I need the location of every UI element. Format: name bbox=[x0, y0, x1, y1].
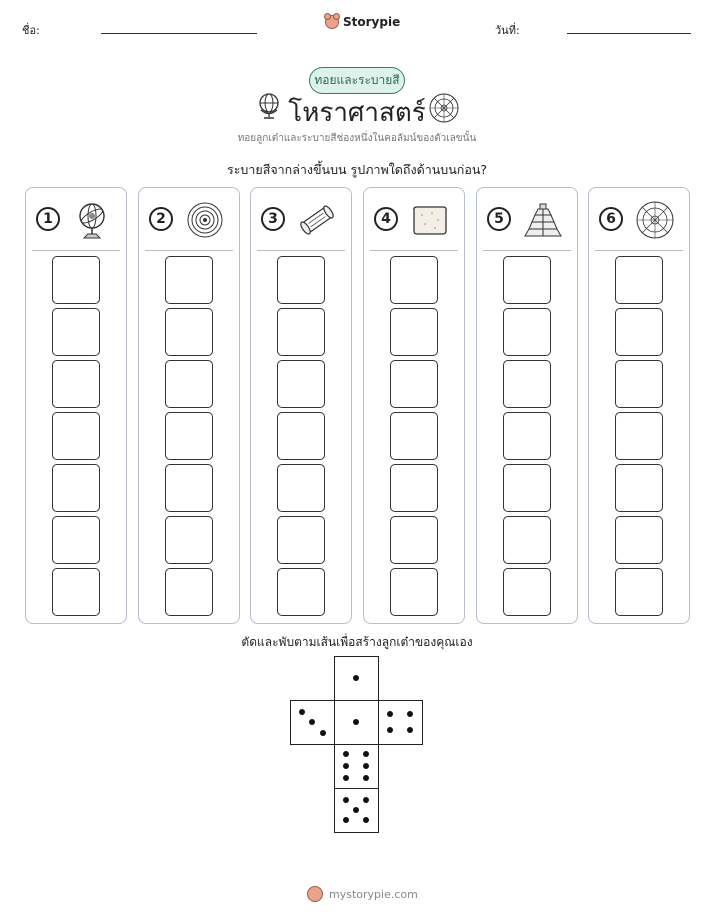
stone-tablet-icon bbox=[410, 200, 450, 240]
dice-face-4 bbox=[378, 700, 423, 745]
dice-pip bbox=[363, 751, 369, 757]
activity-tag: ทอยและระบายสี bbox=[309, 67, 405, 94]
footer-url[interactable]: mystorypie.com bbox=[329, 887, 418, 901]
dice-pip bbox=[363, 797, 369, 803]
bear-icon bbox=[325, 15, 339, 29]
dice-pip bbox=[407, 727, 413, 733]
color-box[interactable] bbox=[503, 412, 551, 460]
color-box[interactable] bbox=[277, 568, 325, 616]
column-number: 3 bbox=[261, 207, 285, 231]
instructions: ทอยลูกเต๋าและระบายสีช่องหนึ่งในคอลัมน์ของตัวเลขนั้น bbox=[237, 133, 477, 144]
color-box[interactable] bbox=[52, 412, 100, 460]
column-3 bbox=[250, 187, 352, 624]
color-box[interactable] bbox=[615, 256, 663, 304]
column-divider bbox=[370, 250, 458, 251]
color-box[interactable] bbox=[277, 308, 325, 356]
column-6 bbox=[588, 187, 690, 624]
color-box[interactable] bbox=[52, 308, 100, 356]
color-box[interactable] bbox=[52, 516, 100, 564]
color-box[interactable] bbox=[503, 464, 551, 512]
color-box[interactable] bbox=[615, 568, 663, 616]
dice-pip bbox=[407, 711, 413, 717]
armillary-sphere-icon bbox=[72, 200, 112, 240]
dice-pip bbox=[343, 751, 349, 757]
dice-face-6 bbox=[334, 744, 379, 789]
column-number: 4 bbox=[374, 207, 398, 231]
cut-and-fold-instruction: ตัดและพับตามเส้นเพื่อสร้างลูกเต๋าของคุณเอง bbox=[241, 635, 473, 649]
column-header bbox=[251, 188, 351, 250]
color-box[interactable] bbox=[277, 516, 325, 564]
dice-face-5 bbox=[334, 788, 379, 833]
color-box[interactable] bbox=[390, 256, 438, 304]
column-number: 6 bbox=[599, 207, 623, 231]
color-box[interactable] bbox=[615, 412, 663, 460]
dice-pip bbox=[343, 817, 349, 823]
dice-pip bbox=[387, 727, 393, 733]
dice-face-1 bbox=[334, 700, 379, 745]
color-box[interactable] bbox=[390, 360, 438, 408]
storypie-logo bbox=[325, 15, 400, 29]
column-divider bbox=[257, 250, 345, 251]
bear-icon bbox=[307, 886, 323, 902]
question: ระบายสีจากล่างขึ้นบน รูปภาพใดถึงด้านบนก่อน? bbox=[226, 162, 488, 177]
color-box[interactable] bbox=[615, 464, 663, 512]
color-box[interactable] bbox=[165, 464, 213, 512]
color-box[interactable] bbox=[52, 464, 100, 512]
zodiac-wheel-icon bbox=[428, 92, 460, 124]
column-4 bbox=[363, 187, 465, 624]
dice-pip bbox=[343, 797, 349, 803]
dice-pip bbox=[320, 730, 326, 736]
pyramid-icon bbox=[523, 200, 563, 240]
column-header bbox=[26, 188, 126, 250]
column-5 bbox=[476, 187, 578, 624]
dice-pip bbox=[299, 709, 305, 715]
color-box[interactable] bbox=[390, 516, 438, 564]
color-box[interactable] bbox=[165, 256, 213, 304]
color-box[interactable] bbox=[165, 568, 213, 616]
column-header bbox=[589, 188, 689, 250]
footer bbox=[307, 886, 418, 902]
color-box[interactable] bbox=[615, 308, 663, 356]
dice-face-3 bbox=[290, 700, 335, 745]
date-line bbox=[567, 33, 691, 34]
scroll-icon bbox=[297, 200, 337, 240]
color-box[interactable] bbox=[390, 412, 438, 460]
dice-pip bbox=[353, 675, 359, 681]
column-number: 5 bbox=[487, 207, 511, 231]
zodiac-wheel-icon bbox=[635, 200, 675, 240]
column-header bbox=[139, 188, 239, 250]
column-divider bbox=[145, 250, 233, 251]
column-header bbox=[364, 188, 464, 250]
column-number: 1 bbox=[36, 207, 60, 231]
color-box[interactable] bbox=[503, 308, 551, 356]
page-title: โหราศาสตร์ bbox=[288, 98, 426, 128]
column-1 bbox=[25, 187, 127, 624]
color-box[interactable] bbox=[52, 360, 100, 408]
dice-pip bbox=[363, 763, 369, 769]
color-box[interactable] bbox=[277, 412, 325, 460]
color-box[interactable] bbox=[277, 360, 325, 408]
dice-pip bbox=[353, 719, 359, 725]
color-box[interactable] bbox=[390, 464, 438, 512]
name-line bbox=[101, 33, 257, 34]
dice-face-1 bbox=[334, 656, 379, 701]
column-2 bbox=[138, 187, 240, 624]
color-box[interactable] bbox=[165, 412, 213, 460]
color-box[interactable] bbox=[277, 256, 325, 304]
name-label: ชื่อ: bbox=[22, 24, 40, 37]
color-box[interactable] bbox=[277, 464, 325, 512]
color-box[interactable] bbox=[165, 360, 213, 408]
dice-pip bbox=[353, 807, 359, 813]
color-box[interactable] bbox=[165, 308, 213, 356]
dice-pip bbox=[309, 719, 315, 725]
dice-pip bbox=[363, 817, 369, 823]
color-box[interactable] bbox=[52, 256, 100, 304]
dice-pip bbox=[343, 775, 349, 781]
concentric-circles-icon bbox=[185, 200, 225, 240]
color-box[interactable] bbox=[390, 568, 438, 616]
color-box[interactable] bbox=[52, 568, 100, 616]
logo-text: Storypie bbox=[343, 15, 401, 29]
column-header bbox=[477, 188, 577, 250]
color-box[interactable] bbox=[503, 516, 551, 564]
column-divider bbox=[32, 250, 120, 251]
color-box[interactable] bbox=[503, 360, 551, 408]
dice-pip bbox=[363, 775, 369, 781]
column-divider bbox=[483, 250, 571, 251]
color-box[interactable] bbox=[615, 360, 663, 408]
color-box[interactable] bbox=[165, 516, 213, 564]
color-box[interactable] bbox=[503, 568, 551, 616]
color-box[interactable] bbox=[503, 256, 551, 304]
column-divider bbox=[595, 250, 683, 251]
date-label: วันที่: bbox=[495, 24, 520, 37]
dice-pip bbox=[343, 763, 349, 769]
color-box[interactable] bbox=[615, 516, 663, 564]
dice-pip bbox=[387, 711, 393, 717]
color-box[interactable] bbox=[390, 308, 438, 356]
column-number: 2 bbox=[149, 207, 173, 231]
